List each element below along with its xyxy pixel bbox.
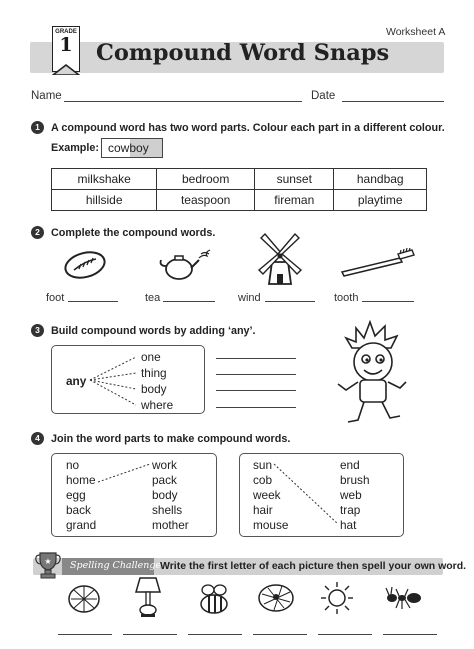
word-part[interactable]: hat <box>340 518 357 532</box>
question-number-1: 1 <box>31 121 44 134</box>
branch-lines <box>88 350 140 410</box>
answer-field[interactable] <box>68 301 118 302</box>
question-number-2: 2 <box>31 226 44 239</box>
word-cell[interactable]: fireman <box>255 190 334 211</box>
toothbrush-icon <box>338 248 418 278</box>
word-part[interactable]: brush <box>340 473 370 487</box>
lemon-icon <box>66 582 102 616</box>
word-part[interactable]: no <box>66 458 80 472</box>
ending-word: body <box>141 382 167 396</box>
word-part[interactable]: sun <box>253 458 273 472</box>
word-part[interactable]: web <box>340 488 362 502</box>
sun-icon <box>319 580 355 616</box>
word-cell[interactable]: teaspoon <box>157 190 255 211</box>
word-part[interactable]: work <box>152 458 177 472</box>
prefix-tooth: tooth <box>334 292 359 304</box>
q4-instruction: Join the word parts to make compound words. <box>51 433 291 445</box>
challenge-tag-label: Spelling Challenge <box>70 560 162 571</box>
match-line <box>96 460 152 490</box>
prefix-wind: wind <box>238 292 261 304</box>
word-part[interactable]: body <box>152 488 178 502</box>
date-label: Date <box>311 90 336 102</box>
answer-field[interactable] <box>188 634 242 635</box>
answer-field[interactable] <box>216 390 296 391</box>
answer-field[interactable] <box>216 374 296 375</box>
compound-word-grid <box>51 168 427 211</box>
word-cell[interactable]: bedroom <box>157 169 255 190</box>
word-part[interactable]: mother <box>152 518 189 532</box>
ending-word: one <box>141 350 161 364</box>
word-part[interactable]: grand <box>66 518 97 532</box>
trophy-icon <box>34 550 62 580</box>
word-cell[interactable]: handbag <box>334 169 427 190</box>
date-field[interactable] <box>342 101 444 102</box>
example-label: Example: <box>51 142 100 154</box>
ant-icon <box>384 586 424 612</box>
q3-instruction: Build compound words by adding ‘any’. <box>51 325 256 337</box>
word-part[interactable]: hair <box>253 503 273 517</box>
answer-field[interactable] <box>123 634 177 635</box>
word-part[interactable]: end <box>340 458 360 472</box>
word-cell[interactable]: playtime <box>334 190 427 211</box>
word-cell[interactable]: hillside <box>52 190 157 211</box>
word-part[interactable]: egg <box>66 488 86 502</box>
ending-word: thing <box>141 366 167 380</box>
boy-cartoon-icon <box>330 318 420 430</box>
answer-field[interactable] <box>253 634 307 635</box>
football-icon <box>62 248 108 282</box>
prefix-tea: tea <box>145 292 161 304</box>
word-part[interactable]: shells <box>152 503 183 517</box>
svg-text:★: ★ <box>44 557 52 566</box>
q1-instruction: A compound word has two word parts. Colour each part in a different colour. <box>51 122 445 134</box>
question-number-3: 3 <box>31 324 44 337</box>
word-part[interactable]: back <box>66 503 91 517</box>
word-part[interactable]: pack <box>152 473 177 487</box>
prefix-foot: foot <box>46 292 65 304</box>
answer-field[interactable] <box>216 407 296 408</box>
teapot-icon <box>157 246 213 282</box>
name-field[interactable] <box>64 101 302 102</box>
word-part[interactable]: trap <box>340 503 361 517</box>
grade-label: GRADE <box>55 29 77 35</box>
answer-field[interactable] <box>265 301 315 302</box>
grade-number: 1 <box>59 34 73 56</box>
answer-field[interactable] <box>216 358 296 359</box>
challenge-instruction: Write the first letter of each picture then spell your own word. <box>160 560 467 572</box>
q2-instruction: Complete the compound words. <box>51 227 216 239</box>
answer-field[interactable] <box>383 634 437 635</box>
worksheet-label: Worksheet A <box>386 26 446 38</box>
bee-icon <box>196 582 234 616</box>
word-part[interactable]: cob <box>253 473 273 487</box>
lamp-icon <box>134 576 162 618</box>
page-title: Compound Word Snaps <box>96 40 390 66</box>
word-part[interactable]: week <box>253 488 281 502</box>
name-label: Name <box>31 90 62 102</box>
answer-field[interactable] <box>58 634 112 635</box>
word-cell[interactable]: sunset <box>255 169 334 190</box>
ending-word: where <box>141 398 174 412</box>
word-cell[interactable]: milkshake <box>52 169 157 190</box>
answer-field[interactable] <box>318 634 372 635</box>
answer-field[interactable] <box>362 301 414 302</box>
question-number-4: 4 <box>31 432 44 445</box>
root-word: any <box>66 374 87 388</box>
windmill-icon <box>255 230 305 286</box>
answer-field[interactable] <box>163 301 215 302</box>
word-part[interactable]: home <box>66 473 96 487</box>
nest-icon <box>256 580 296 616</box>
table-row <box>52 190 427 211</box>
example-word: cowboy <box>108 141 149 155</box>
word-part[interactable]: mouse <box>253 518 289 532</box>
table-row <box>52 169 427 190</box>
